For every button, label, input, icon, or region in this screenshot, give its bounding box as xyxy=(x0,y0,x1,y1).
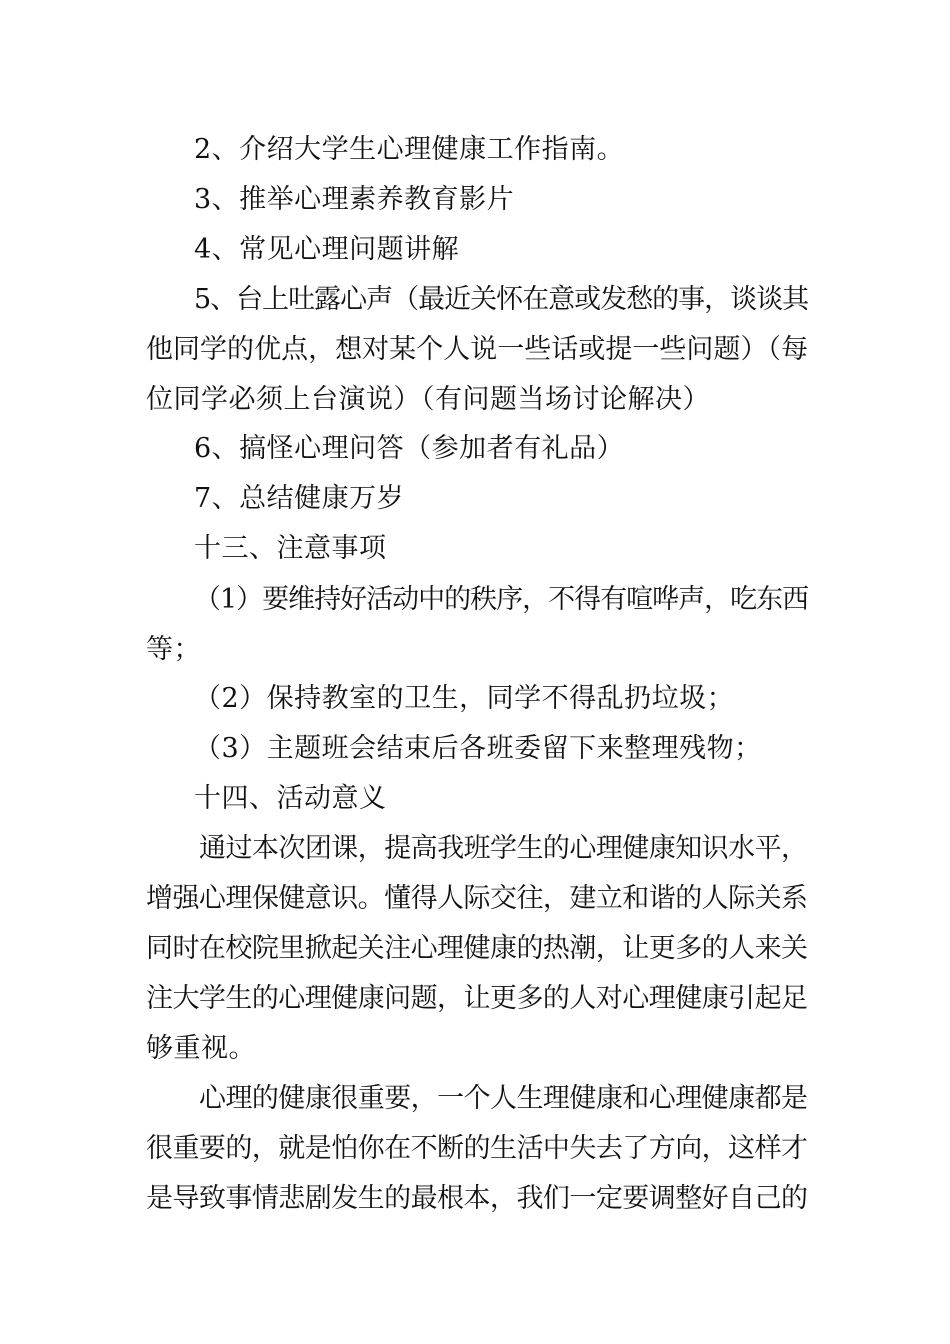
section-heading-14: 十四、活动意义 xyxy=(194,783,387,814)
paragraph-1-line-5: 够重视。 xyxy=(146,1033,256,1064)
paragraph-1-line-4: 注大学生的心理健康问题，让更多的人对心理健康引起足 xyxy=(146,983,808,1014)
list-item-3: 3、推举心理素养教育影片 xyxy=(194,184,515,215)
list-item-5-line-1: 5、台上吐露心声（最近关怀在意或发愁的事，谈谈其 xyxy=(194,284,809,315)
paragraph-1-line-3: 同时在校院里掀起关注心理健康的热潮，让更多的人来关 xyxy=(146,933,808,964)
paragraph-2-line-1: 心理的健康很重要，一个人生理健康和心理健康都是 xyxy=(199,1083,808,1114)
paragraph-1-line-1: 通过本次团课，提高我班学生的心理健康知识水平， xyxy=(199,833,808,864)
paragraph-2-line-2: 很重要的，就是怕你在不断的生活中失去了方向，这样才 xyxy=(146,1133,808,1164)
list-item-6: 6、搞怪心理问答（参加者有礼品） xyxy=(194,433,625,464)
section-heading-13: 十三、注意事项 xyxy=(194,533,387,564)
note-item-2: （2）保持教室的卫生，同学不得乱扔垃圾； xyxy=(194,683,735,714)
paragraph-1-line-2: 增强心理保健意识。懂得人际交往，建立和谐的人际关系 xyxy=(146,883,808,914)
list-item-5-line-2: 他同学的优点，想对某个人说一些话或提一些问题）（每 xyxy=(146,334,808,365)
paragraph-2-line-3: 是导致事情悲剧发生的最根本，我们一定要调整好自己的 xyxy=(146,1183,808,1214)
list-item-4: 4、常见心理问题讲解 xyxy=(194,234,460,265)
list-item-7: 7、总结健康万岁 xyxy=(194,483,405,514)
list-item-2: 2、介绍大学生心理健康工作指南。 xyxy=(194,134,625,165)
note-item-3: （3）主题班会结束后各班委留下来整理残物； xyxy=(194,733,762,764)
list-item-5-line-3: 位同学必须上台演说）（有问题当场讨论解决） xyxy=(146,384,710,415)
note-item-1-line-2: 等； xyxy=(146,634,201,665)
note-item-1-line-1: （1）要维持好活动中的秩序，不得有喧哗声，吃东西 xyxy=(194,584,809,615)
